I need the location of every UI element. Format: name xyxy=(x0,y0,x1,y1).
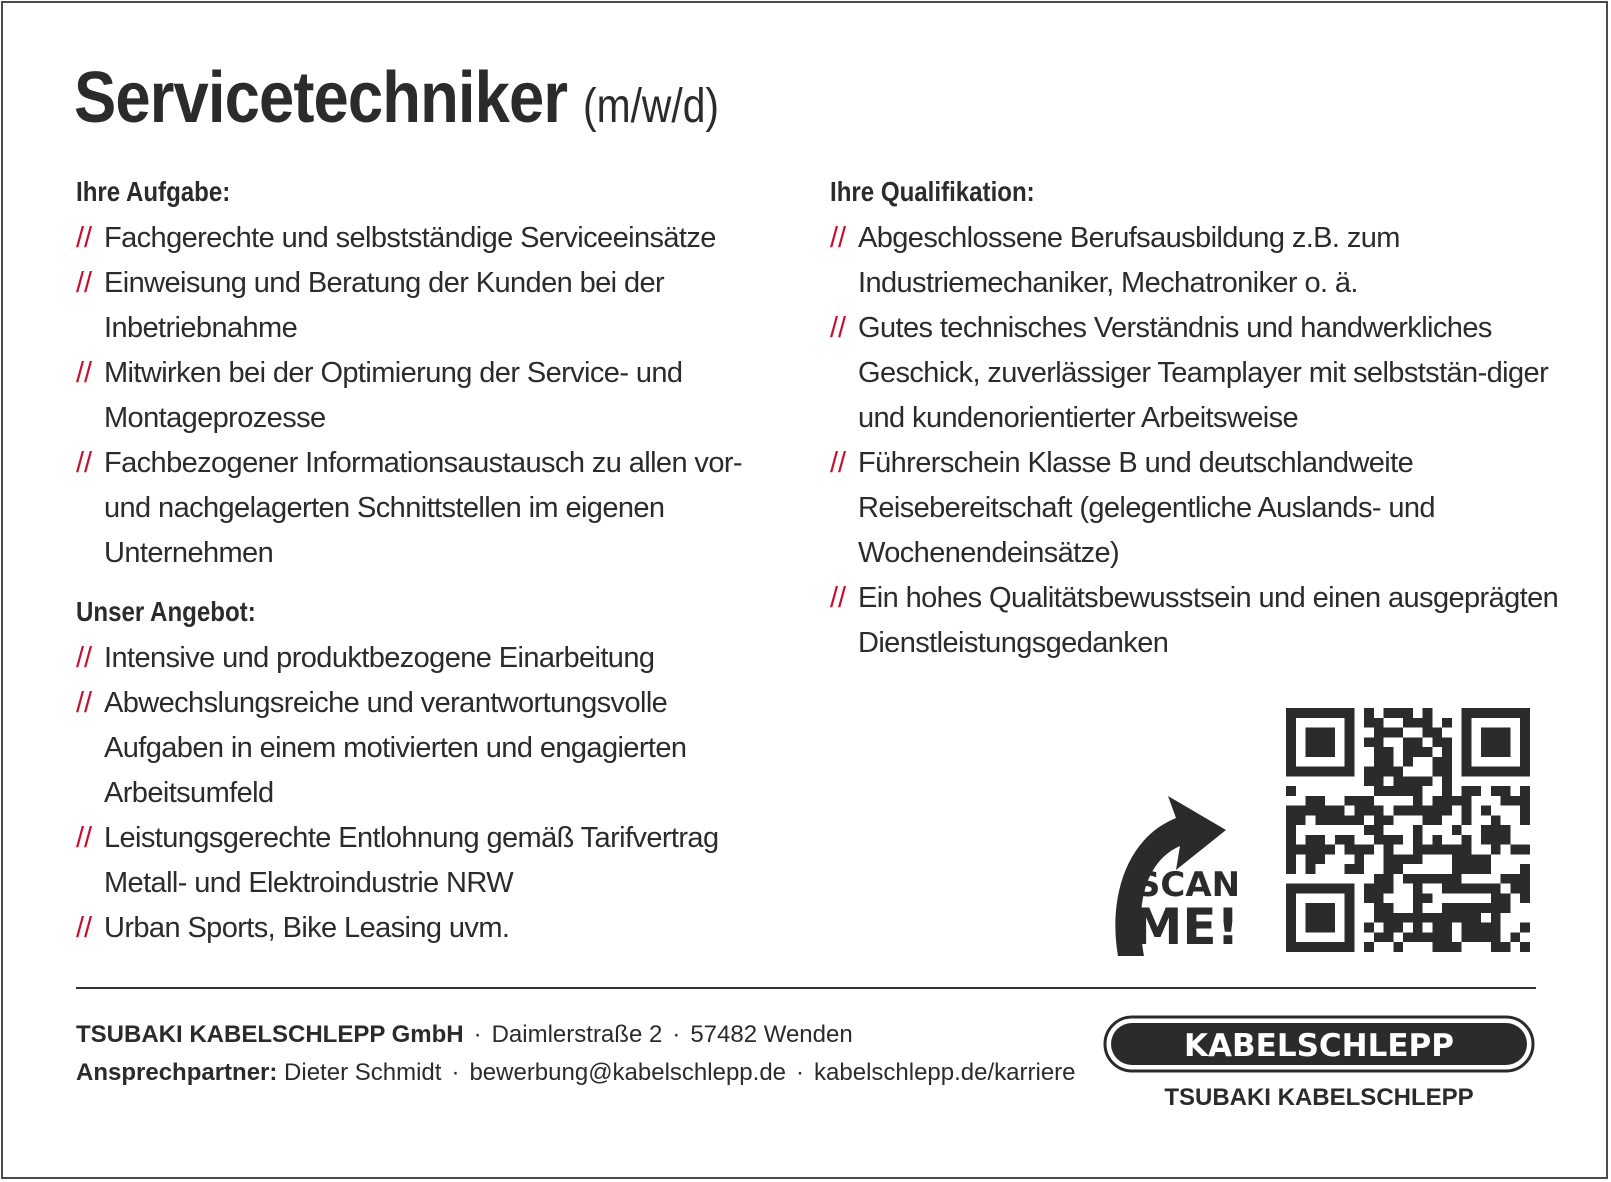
qualification-list xyxy=(830,216,1560,666)
street: Daimlerstraße 2 xyxy=(491,1021,663,1048)
qr-code[interactable] xyxy=(1286,708,1530,952)
bullet-mark: // xyxy=(76,822,93,854)
company-name: TSUBAKI KABELSCHLEPP GmbH xyxy=(76,1021,464,1048)
list-item: // Abgeschlossene Berufsausbildung z.B. zum Industriemechaniker, Mechatroniker o. ä. xyxy=(830,216,1560,306)
scan-qr-block xyxy=(1106,700,1536,960)
me-label: ME! xyxy=(1132,898,1240,956)
job-title-suffix: (m/w/d) xyxy=(582,80,719,133)
bullet-mark: // xyxy=(76,222,93,254)
curved-arrow-icon xyxy=(1106,778,1266,958)
email-link[interactable]: bewerbung@kabelschlepp.de xyxy=(469,1059,787,1086)
bullet-mark: // xyxy=(830,447,847,479)
contact-label: Ansprechpartner: xyxy=(76,1059,278,1086)
footer xyxy=(76,1016,1076,1092)
list-item: // Ein hohes Qualitätsbewusstsein und einen ausgeprägten Dienstleistungsgedanken xyxy=(830,576,1560,666)
list-item: // Abwechslungsreiche und verantwortungsvolle Aufgaben in einem motivierten und engagierten Arbeitsumfeld xyxy=(76,681,776,816)
list-item: // Urban Sports, Bike Leasing uvm. xyxy=(76,906,776,951)
job-title xyxy=(74,58,743,138)
list-item: // Leistungsgerechte Entlohnung gemäß Tarifvertrag Metall- und Elektroindustrie NRW xyxy=(76,816,776,906)
footer-line-1: TSUBAKI KABELSCHLEPP GmbH · Daimlerstraße 2 · 57482 Wenden xyxy=(76,1021,853,1048)
bullet-mark: // xyxy=(76,687,93,719)
bullet-mark: // xyxy=(76,267,93,299)
tasks-list xyxy=(76,216,776,576)
right-column xyxy=(830,176,1560,666)
offer-list xyxy=(76,636,776,951)
website-link[interactable]: kabelschlepp.de/karriere xyxy=(814,1059,1076,1086)
logo-subline: TSUBAKI KABELSCHLEPP xyxy=(1164,1084,1474,1111)
bullet-mark: // xyxy=(76,447,93,479)
list-item: // Fachbezogener Informationsaustausch zu allen vor- und nachgelagerten Schnittstellen im eigenen Unternehmen xyxy=(76,441,776,576)
tasks-heading: Ihre Aufgabe: xyxy=(76,176,231,207)
kabelschlepp-logo xyxy=(1103,1015,1535,1073)
list-item: // Fachgerechte und selbstständige Serviceeinsätze xyxy=(76,216,776,261)
bullet-mark: // xyxy=(830,222,847,254)
list-item: // Intensive und produktbezogene Einarbeitung xyxy=(76,636,776,681)
list-item: // Gutes technisches Verständnis und handwerkliches Geschick, zuverlässiger Teamplayer mit selbststän-diger und kundenorientierter Arbeitsweise xyxy=(830,306,1560,441)
qualification-heading: Ihre Qualifikation: xyxy=(830,176,1035,207)
contact-name: Dieter Schmidt xyxy=(284,1059,442,1086)
footer-line-2: Ansprechpartner: Dieter Schmidt · bewerbung@kabelschlepp.de · kabelschlepp.de/karriere xyxy=(76,1059,1076,1086)
list-item: // Mitwirken bei der Optimierung der Service- und Montageprozesse xyxy=(76,351,776,441)
bullet-mark: // xyxy=(76,642,93,674)
footer-divider xyxy=(76,987,1536,989)
bullet-mark: // xyxy=(830,312,847,344)
list-item: // Einweisung und Beratung der Kunden bei der Inbetriebnahme xyxy=(76,261,776,351)
offer-heading: Unser Angebot: xyxy=(76,596,256,627)
list-item: // Führerschein Klasse B und deutschlandweite Reisebereitschaft (gelegentliche Auslands- und Wochenendeinsätze) xyxy=(830,441,1560,576)
bullet-mark: // xyxy=(830,582,847,614)
logo-wordmark: KABELSCHLEPP xyxy=(1184,1028,1454,1064)
job-title-main: Servicetechniker xyxy=(74,58,568,138)
left-column xyxy=(76,176,776,951)
bullet-mark: // xyxy=(76,357,93,389)
city: 57482 Wenden xyxy=(690,1021,853,1048)
scan-label: SCAN xyxy=(1135,865,1241,905)
bullet-mark: // xyxy=(76,912,93,944)
